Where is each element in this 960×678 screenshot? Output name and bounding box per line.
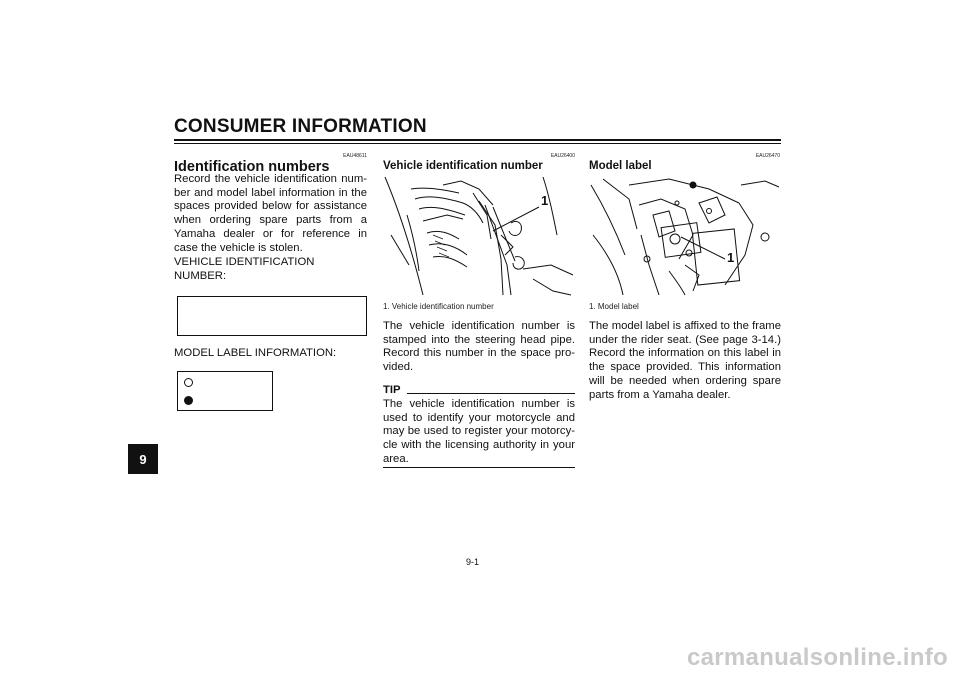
watermark: carmanualsonline.info [686, 644, 948, 671]
tip-rule-top [407, 393, 575, 394]
open-circle-icon [184, 378, 193, 387]
tip-text: The vehicle identification number is used to identify your motorcycle and may be used to register your motorcycle with the licensing authority in your area. [383, 398, 575, 465]
model-label-heading: MODEL LABEL INFORMATION: [174, 347, 337, 359]
figure-callout: 1 [541, 193, 549, 208]
model-label-record-box [177, 371, 273, 411]
section-heading: Model label [589, 160, 652, 172]
section-heading: Vehicle identification number [383, 160, 543, 172]
figure-callout: 1 [727, 250, 735, 265]
vin-paragraph: The vehicle identification number is stamped into the steering head pipe. Record this number in the space provided. [383, 320, 575, 374]
chapter-tab [128, 444, 158, 474]
rider-seat-frame-illustration [589, 175, 781, 297]
vin-label-line1: VEHICLE IDENTIFICATION [174, 256, 315, 268]
tip-label: TIP [383, 384, 401, 396]
header-rule-thin [174, 143, 781, 144]
header-rule [174, 139, 781, 141]
vin-label-line2: NUMBER: [174, 269, 227, 282]
figure-caption: 1. Model label [589, 302, 639, 311]
intro-paragraph: Record the vehicle identification number and model label information in the spaces provided below for assistance when ordering spare parts from a Yamaha dealer or for reference in case the vehicle is stolen. [174, 173, 367, 254]
page-header-title: CONSUMER INFORMATION [174, 116, 427, 137]
section-code: EAU26400 [550, 153, 575, 159]
filled-circle-icon [184, 396, 193, 405]
section-code: EAU48611 [343, 153, 367, 159]
model-label-paragraph: The model label is affixed to the frame under the rider seat. (See page 3-14.) Record the information on this label in the space provided. This information will be needed when ordering spare parts from a Yamaha dealer. [589, 320, 781, 401]
vin-label [174, 256, 367, 283]
section-code: EAU26470 [755, 153, 780, 159]
section-heading: Identification numbers [174, 159, 330, 175]
page-number: 9-1 [466, 557, 480, 567]
chapter-tab-number: 9 [139, 451, 147, 467]
tip-rule-bottom [383, 467, 575, 468]
figure-caption: 1. Vehicle identification number [383, 302, 494, 311]
vin-record-box [177, 296, 367, 336]
